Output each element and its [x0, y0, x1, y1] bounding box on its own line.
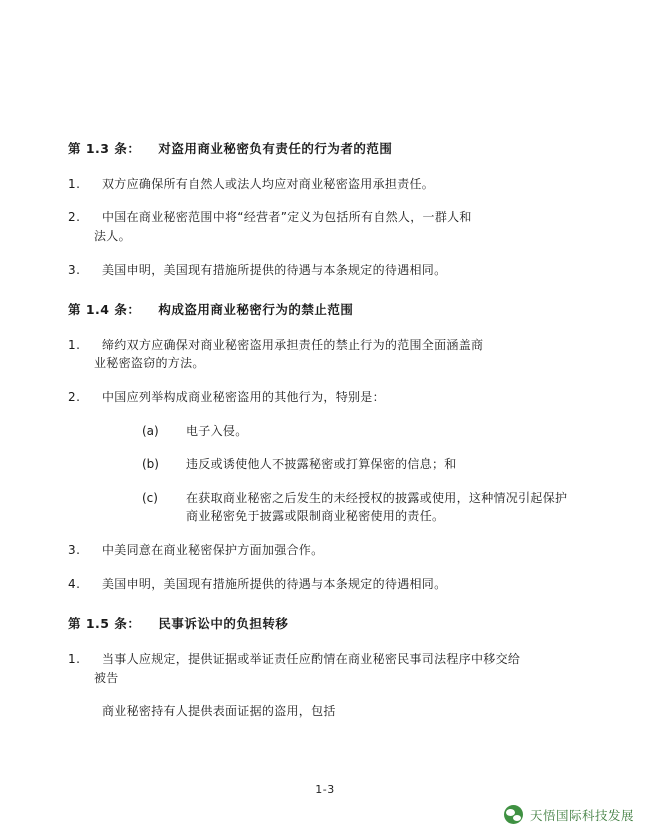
section-heading-1-5: [68, 615, 590, 634]
watermark-text: 天悟国际科技发展: [529, 807, 634, 823]
list-marker: 3.: [68, 262, 81, 277]
section-number: 第 1.5 条：: [68, 616, 141, 632]
sub-list-text-line: 商业秘密免于披露或限制商业秘密使用的责任。: [186, 509, 445, 524]
list-text-line: 当事人应规定，提供证据或举证责任应酌情在商业秘密民事司法程序中移交给: [102, 651, 521, 666]
list-item: [68, 541, 590, 560]
page-number: 1-3: [315, 783, 335, 796]
list-item: [68, 650, 590, 687]
list-item-continuation: [68, 702, 590, 721]
list-marker: 2.: [68, 210, 81, 225]
section-title: 构成盗用商业秘密行为的禁止范围: [158, 302, 354, 318]
section-heading-1-3: [68, 140, 590, 159]
sub-list-item: [68, 422, 590, 441]
watermark: [504, 805, 634, 824]
section-heading-1-4: [68, 301, 590, 320]
list-text-line: 中国在商业秘密范围中将“经营者”定义为包括所有自然人，一群人和: [102, 210, 472, 225]
list-text-line: 业秘密盗窃的方法。: [94, 356, 205, 371]
sub-list-text: 电子入侵。: [186, 423, 248, 438]
list-marker: 2.: [68, 390, 81, 405]
list-item: [68, 575, 590, 594]
section-number: 第 1.3 条：: [68, 141, 141, 156]
list-item: [68, 261, 590, 280]
list-text: [94, 650, 590, 687]
section-number: 第 1.4 条：: [68, 302, 141, 318]
list-text: 美国申明，美国现有措施所提供的待遇与本条规定的待遇相同。: [102, 262, 447, 277]
list-marker: 1.: [68, 176, 81, 191]
list-marker: 1.: [68, 651, 81, 666]
list-text: [94, 208, 590, 245]
section-title: 民事诉讼中的负担转移: [158, 616, 289, 632]
wechat-icon: [504, 805, 523, 824]
list-item: [68, 208, 590, 245]
list-text: 双方应确保所有自然人或法人均应对商业秘密盗用承担责任。: [102, 176, 435, 191]
list-marker: 4.: [68, 576, 81, 591]
list-item: [68, 388, 590, 407]
sub-list-marker: (b): [142, 457, 159, 472]
sub-list-marker: (c): [142, 490, 158, 505]
sub-list-text-line: 在获取商业秘密之后发生的未经授权的披露或使用，这种情况引起保护: [186, 490, 568, 505]
sub-list-marker: (a): [142, 423, 159, 438]
sub-list-item: [68, 489, 590, 526]
list-text-line: 缔约双方应确保对商业秘密盗用承担责任的禁止行为的范围全面涵盖商: [102, 337, 484, 352]
list-text-line: 被告: [94, 670, 119, 685]
sub-list-text: 违反或诱使他人不披露秘密或打算保密的信息；和: [186, 457, 457, 472]
list-marker: 3.: [68, 543, 81, 558]
list-text: 中美同意在商业秘密保护方面加强合作。: [102, 543, 324, 558]
sub-list-text: [186, 489, 590, 526]
list-item: [68, 175, 590, 194]
sub-list-item: [68, 455, 590, 474]
list-marker: 1.: [68, 337, 81, 352]
list-text: [94, 336, 590, 373]
list-text: 商业秘密持有人提供表面证据的盗用，包括: [102, 704, 336, 719]
list-text: 中国应列举构成商业秘密盗用的其他行为，特别是：: [102, 390, 385, 405]
list-text-line: 法人。: [94, 228, 131, 243]
list-text: 美国申明，美国现有措施所提供的待遇与本条规定的待遇相同。: [102, 576, 447, 591]
section-title: 对盗用商业秘密负有责任的行为者的范围: [158, 141, 393, 156]
list-item: [68, 336, 590, 373]
